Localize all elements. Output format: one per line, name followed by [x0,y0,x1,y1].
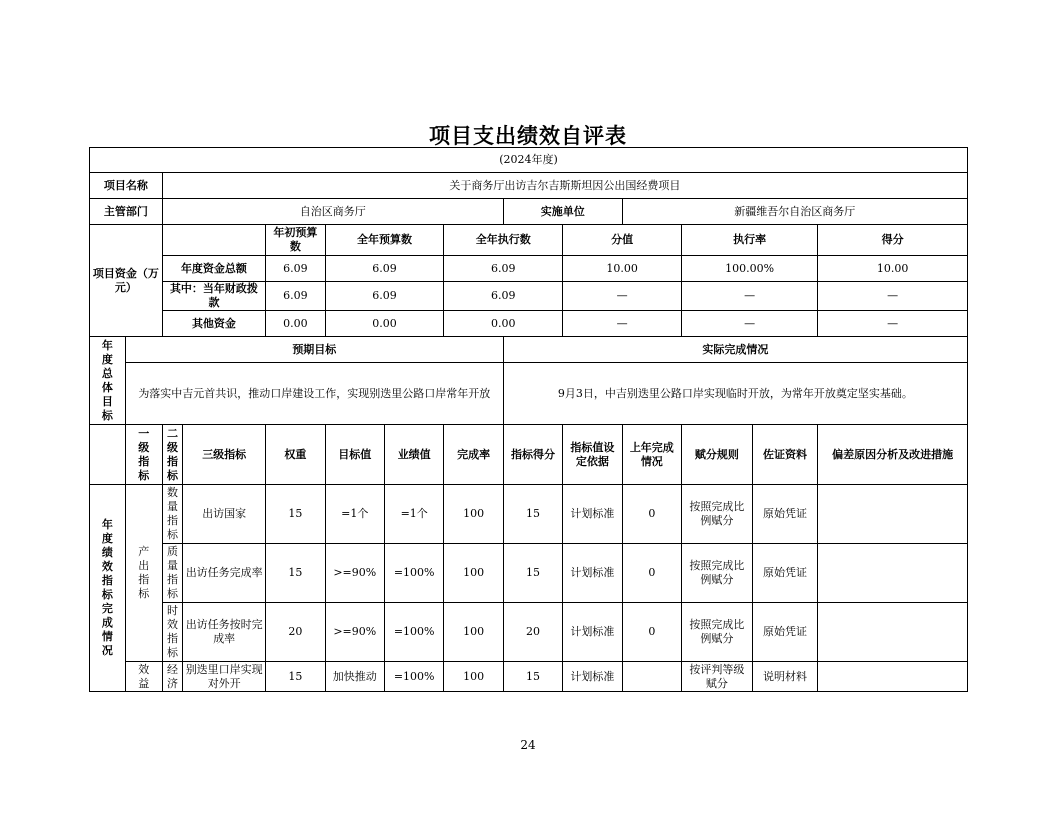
funds-row-rate: 100.00% [682,256,818,282]
level2-indicator [162,603,182,662]
last-year-status: 0 [622,603,681,662]
header-target: 目标值 [325,425,384,485]
actual-value: =1个 [384,485,443,544]
vertical-char: 度 [101,532,113,545]
funds-row [90,311,968,337]
vertical-char: 目 [101,394,113,408]
header-rate: 完成率 [444,425,503,485]
completion-rate: 100 [444,662,503,692]
vertical-char: 效 [166,618,178,631]
vertical-char: 济 [166,676,178,690]
indicators-section-label [90,485,126,692]
vertical-char: 绩 [101,546,113,559]
vertical-char: 标 [166,587,178,600]
level1-output [125,485,162,662]
funds-row-annual: 0.00 [325,311,444,337]
evidence: 说明材料 [752,662,818,692]
vertical-char: 量 [166,500,178,513]
level3-indicator: 出访国家 [183,485,266,544]
level3-indicator: 出访任务完成率 [183,544,266,603]
setting-basis: 计划标准 [563,544,622,603]
vertical-char: 指 [138,454,150,468]
target-value: >=90% [325,544,384,603]
header-level3: 三级指标 [183,425,266,485]
indicator-score: 15 [503,662,562,692]
indicator-row [90,603,968,662]
funds-row-rate: — [682,311,818,337]
vertical-char: 年 [101,518,113,531]
vertical-char: 情 [101,630,113,643]
header-basis: 指标值设定依据 [563,425,622,485]
vertical-char: 一 [138,426,150,440]
department-value: 自治区商务厅 [162,199,503,225]
funds-row-score: 10.00 [818,256,968,282]
level3-indicator: 出访任务按时完成率 [183,603,266,662]
implementing-unit-label: 实施单位 [503,199,622,225]
funds-row-label: 年度资金总额 [162,256,265,282]
overall-text-row [90,363,968,425]
vertical-char: 数 [166,486,178,499]
funds-row-annual: 6.09 [325,282,444,311]
expected-goal-text: 为落实中吉元首共识，推动口岸建设工作，实现别迭里公路口岸常年开放 [125,363,503,425]
weight: 20 [266,603,325,662]
scoring-rule: 按照完成比例赋分 [682,544,753,603]
setting-basis: 计划标准 [563,603,622,662]
weight: 15 [266,662,325,692]
funds-row-executed: 0.00 [444,311,563,337]
vertical-char: 量 [166,559,178,572]
department-row [90,199,968,225]
vertical-char: 标 [101,588,113,601]
indicator-header-row [90,425,968,485]
setting-basis: 计划标准 [563,662,622,692]
overall-header-row [90,337,968,363]
deviation-analysis [818,662,968,692]
level2-indicator [162,485,182,544]
funds-row-initial: 6.09 [266,282,325,311]
vertical-char: 级 [166,440,178,454]
funds-row-label: 其他资金 [162,311,265,337]
header-level2 [162,425,182,485]
level2-indicator [162,662,182,692]
vertical-char: 完 [101,602,113,615]
department-label: 主管部门 [90,199,163,225]
funds-label: 项目资金（万元） [90,225,163,337]
vertical-char: 质 [166,545,178,558]
target-value: 加快推动 [325,662,384,692]
vertical-char: 时 [166,604,178,617]
expected-goal-header: 预期目标 [125,337,503,363]
header-evidence: 佐证资料 [752,425,818,485]
vertical-char: 指 [101,574,113,587]
overall-goal-label [90,337,126,425]
funds-header-rate: 执行率 [682,225,818,256]
funds-row-initial: 0.00 [266,311,325,337]
deviation-analysis [818,485,968,544]
vertical-char: 指 [166,573,178,586]
indicator-row [90,485,968,544]
completion-rate: 100 [444,485,503,544]
funds-row [90,256,968,282]
level2-indicator [162,544,182,603]
target-value: >=90% [325,603,384,662]
level1-benefit [125,662,162,692]
scoring-rule: 按照完成比例赋分 [682,485,753,544]
funds-row [90,282,968,311]
funds-row-annual: 6.09 [325,256,444,282]
vertical-char: 出 [138,559,150,572]
funds-row-score-value: — [563,282,682,311]
page-number: 24 [520,738,536,752]
vertical-char: 总 [101,366,113,380]
vertical-char: 指 [138,573,150,586]
funds-row-initial: 6.09 [266,256,325,282]
indicator-score: 15 [503,544,562,603]
vertical-char: 标 [138,468,150,482]
vertical-char: 标 [101,408,113,422]
performance-table [89,147,968,692]
year-row [90,148,968,173]
header-weight: 权重 [266,425,325,485]
funds-header-initial: 年初预算数 [266,225,325,256]
actual-completion-text: 9月3日，中吉别迭里公路口岸实现临时开放，为常年开放奠定坚实基础。 [503,363,967,425]
project-name-value: 关于商务厅出访吉尔吉斯斯坦因公出国经费项目 [162,173,967,199]
funds-row-score: — [818,282,968,311]
vertical-char: 二 [166,426,178,440]
vertical-char: 况 [101,644,113,657]
year-label: (2024年度) [90,148,968,173]
funds-header-score-value: 分值 [563,225,682,256]
funds-row-score: — [818,311,968,337]
funds-header-executed: 全年执行数 [444,225,563,256]
funds-row-executed: 6.09 [444,282,563,311]
vertical-char: 标 [166,646,178,659]
funds-header-row [90,225,968,256]
funds-row-executed: 6.09 [444,256,563,282]
header-last-year: 上年完成情况 [622,425,681,485]
funds-row-label: 其中：当年财政拨款 [162,282,265,311]
actual-completion-header: 实际完成情况 [503,337,967,363]
vertical-char: 产 [138,545,150,558]
funds-row-score-value: 10.00 [563,256,682,282]
vertical-char: 效 [138,662,150,676]
funds-header-blank [162,225,265,256]
header-level1 [125,425,162,485]
scoring-rule: 按评判等级赋分 [682,662,753,692]
target-value: =1个 [325,485,384,544]
indicator-header-blank [90,425,126,485]
actual-value: =100% [384,544,443,603]
funds-row-rate: — [682,282,818,311]
last-year-status: 0 [622,544,681,603]
vertical-char: 经 [166,662,178,676]
evidence: 原始凭证 [752,544,818,603]
header-rule: 赋分规则 [682,425,753,485]
vertical-char: 指 [166,454,178,468]
vertical-char: 益 [138,676,150,690]
last-year-status [622,662,681,692]
header-deviation: 偏差原因分析及改进措施 [818,425,968,485]
actual-value: =100% [384,603,443,662]
vertical-char: 效 [101,560,113,573]
weight: 15 [266,485,325,544]
actual-value: =100% [384,662,443,692]
vertical-char: 年 [101,338,113,352]
weight: 15 [266,544,325,603]
vertical-char: 标 [166,528,178,541]
project-name-label: 项目名称 [90,173,163,199]
header-actual: 业绩值 [384,425,443,485]
vertical-char: 指 [166,514,178,527]
scoring-rule: 按照完成比例赋分 [682,603,753,662]
indicator-score: 20 [503,603,562,662]
deviation-analysis [818,603,968,662]
vertical-char: 度 [101,352,113,366]
evidence: 原始凭证 [752,485,818,544]
vertical-char: 成 [101,616,113,629]
indicator-score: 15 [503,485,562,544]
vertical-char: 标 [166,468,178,482]
setting-basis: 计划标准 [563,485,622,544]
project-name-row [90,173,968,199]
funds-header-annual: 全年预算数 [325,225,444,256]
deviation-analysis [818,544,968,603]
indicator-row [90,662,968,692]
vertical-char: 标 [138,587,150,600]
completion-rate: 100 [444,544,503,603]
last-year-status: 0 [622,485,681,544]
completion-rate: 100 [444,603,503,662]
header-score: 指标得分 [503,425,562,485]
evidence: 原始凭证 [752,603,818,662]
level3-indicator: 别迭里口岸实现对外开 [183,662,266,692]
funds-header-score: 得分 [818,225,968,256]
vertical-char: 级 [138,440,150,454]
vertical-char: 体 [101,380,113,394]
funds-row-score-value: — [563,311,682,337]
document-title: 项目支出绩效自评表 [429,124,627,148]
implementing-unit-value: 新疆维吾尔自治区商务厅 [622,199,967,225]
vertical-char: 指 [166,632,178,645]
indicator-row [90,544,968,603]
